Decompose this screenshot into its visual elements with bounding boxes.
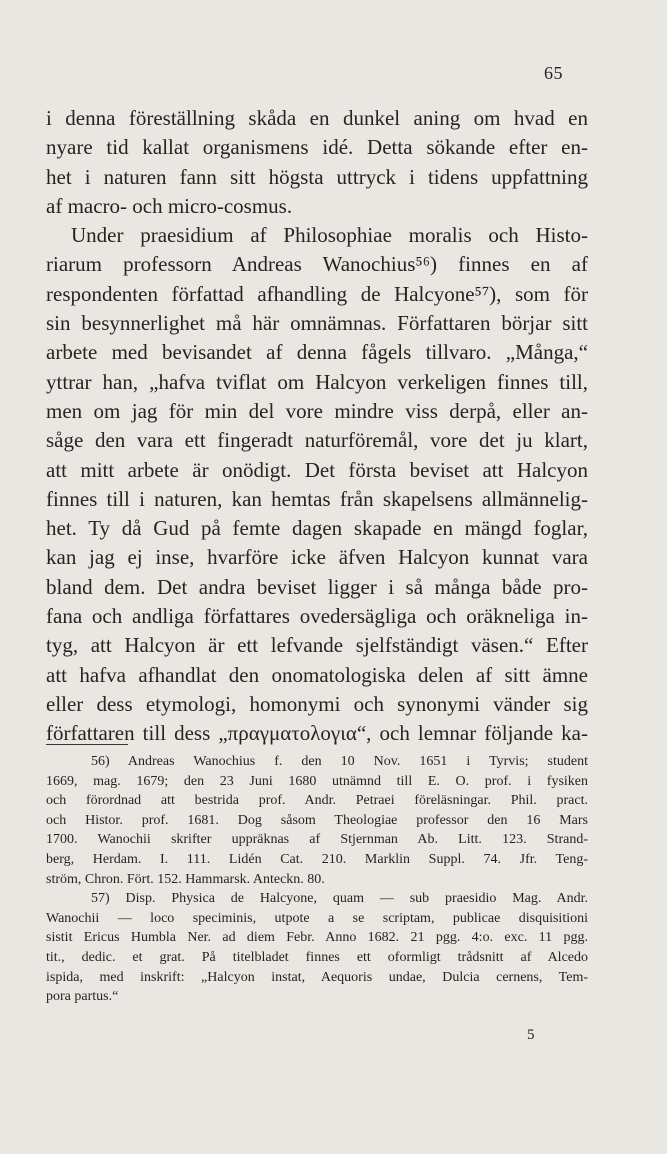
footnote-line: sistit Ericus Humbla Ner. ad diem Febr. Anno 1682. 21 pgg. 4:o. exc. 11 pgg. [46, 930, 588, 946]
footnote-line: Wanochii — loco speciminis, utpote a se scriptam, publicae disquisitioni [46, 910, 588, 926]
footnote-line: och förordnad att bestrida prof. Andr. Petraei föreläsningar. Phil. pract. [46, 793, 588, 809]
body-line: af macro- och micro-cosmus. [46, 193, 293, 218]
body-line: Under praesidium af Philosophiae moralis och Histo- [71, 223, 588, 248]
body-line: tyg, att Halcyon är ett lefvande sjelfständigt väsen.“ Efter [46, 633, 588, 658]
signature-mark: 5 [527, 1027, 535, 1043]
body-line: respondenten författad afhandling de Halcyone⁵⁷), som för [46, 281, 588, 306]
body-line: arbete med bevisandet af denna fågels tillvaro. „Många,“ [46, 340, 588, 365]
footnote-line: berg, Herdam. I. 111. Lidén Cat. 210. Marklin Suppl. 74. Jfr. Teng- [46, 851, 588, 867]
footnote-line: pora partus.“ [46, 989, 119, 1005]
body-line: men om jag för min del vore mindre viss derpå, eller an- [46, 398, 588, 423]
footnote-line: ström, Chron. Fört. 152. Hammarsk. Anteckn. 80. [46, 871, 325, 887]
body-line: att mitt arbete är onödigt. Det första beviset att Halcyon [46, 457, 588, 482]
footnote-line: 56) Andreas Wanochius f. den 10 Nov. 1651 i Tyrvis; student [91, 754, 588, 769]
body-line: bland dem. Det andra beviset ligger i så många både pro- [46, 574, 588, 599]
body-line: att hafva afhandlat den onomatologiska delen af sitt ämne [46, 662, 588, 687]
footnote-divider [46, 744, 128, 745]
footnote-line: 1700. Wanochii skrifter uppräknas af Stjernman Ab. Litt. 123. Strand- [46, 832, 588, 848]
footnote-line: tit., dedic. et grat. På titelbladet finnes ett oformligt trådsnitt af Alcedo [46, 949, 588, 965]
body-line: yttrar han, „hafva tviflat om Halcyon verkeligen finnes till, [46, 369, 588, 394]
body-line: kan jag ej inse, hvarföre icke äfven Halcyon kunnat vara [46, 545, 588, 570]
body-line: finnes till i naturen, kan hemtas från skapelsens allmännelig- [46, 486, 588, 511]
body-line: såge den vara ett fingeradt naturföremål, vore det ju klart, [46, 428, 588, 453]
footnotes [46, 752, 588, 1007]
body-line: riarum professorn Andreas Wanochius⁵⁶) finnes en af [46, 252, 588, 277]
footnote-line: ispida, med inskrift: „Halcyon instat, Aequoris undae, Dulcia cernens, Tem- [46, 969, 588, 985]
body-line: het. Ty då Gud på femte dagen skapade en mängd foglar, [46, 516, 588, 541]
footnote-line: 1669, mag. 1679; den 23 Juni 1680 utnämnd till E. O. prof. i fysiken [46, 773, 588, 789]
page-number: 65 [544, 63, 563, 83]
footnote-line: och Histor. prof. 1681. Dog såsom Theologiae professor den 16 Mars [46, 812, 588, 828]
body-line: eller dess etymologi, homonymi och synonymi vänder sig [46, 691, 588, 716]
body-line: fana och andliga författares ovedersägliga och oräkneliga in- [46, 604, 588, 629]
body-line: het i naturen fann sitt högsta uttryck i tidens uppfattning [46, 164, 588, 189]
body-line: i denna föreställning skåda en dunkel aning om hvad en [46, 106, 588, 130]
body-line: sin besynnerlighet må här omnämnas. Författaren börjar sitt [46, 311, 588, 336]
footnote-line: 57) Disp. Physica de Halcyone, quam — sub praesidio Mag. Andr. [91, 891, 588, 907]
body-line: nyare tid kallat organismens idé. Detta sökande efter en- [46, 135, 588, 160]
body-line: författaren till dess „πραγματολογια“, och lemnar följande ka- [46, 721, 588, 746]
body-text [46, 104, 588, 749]
